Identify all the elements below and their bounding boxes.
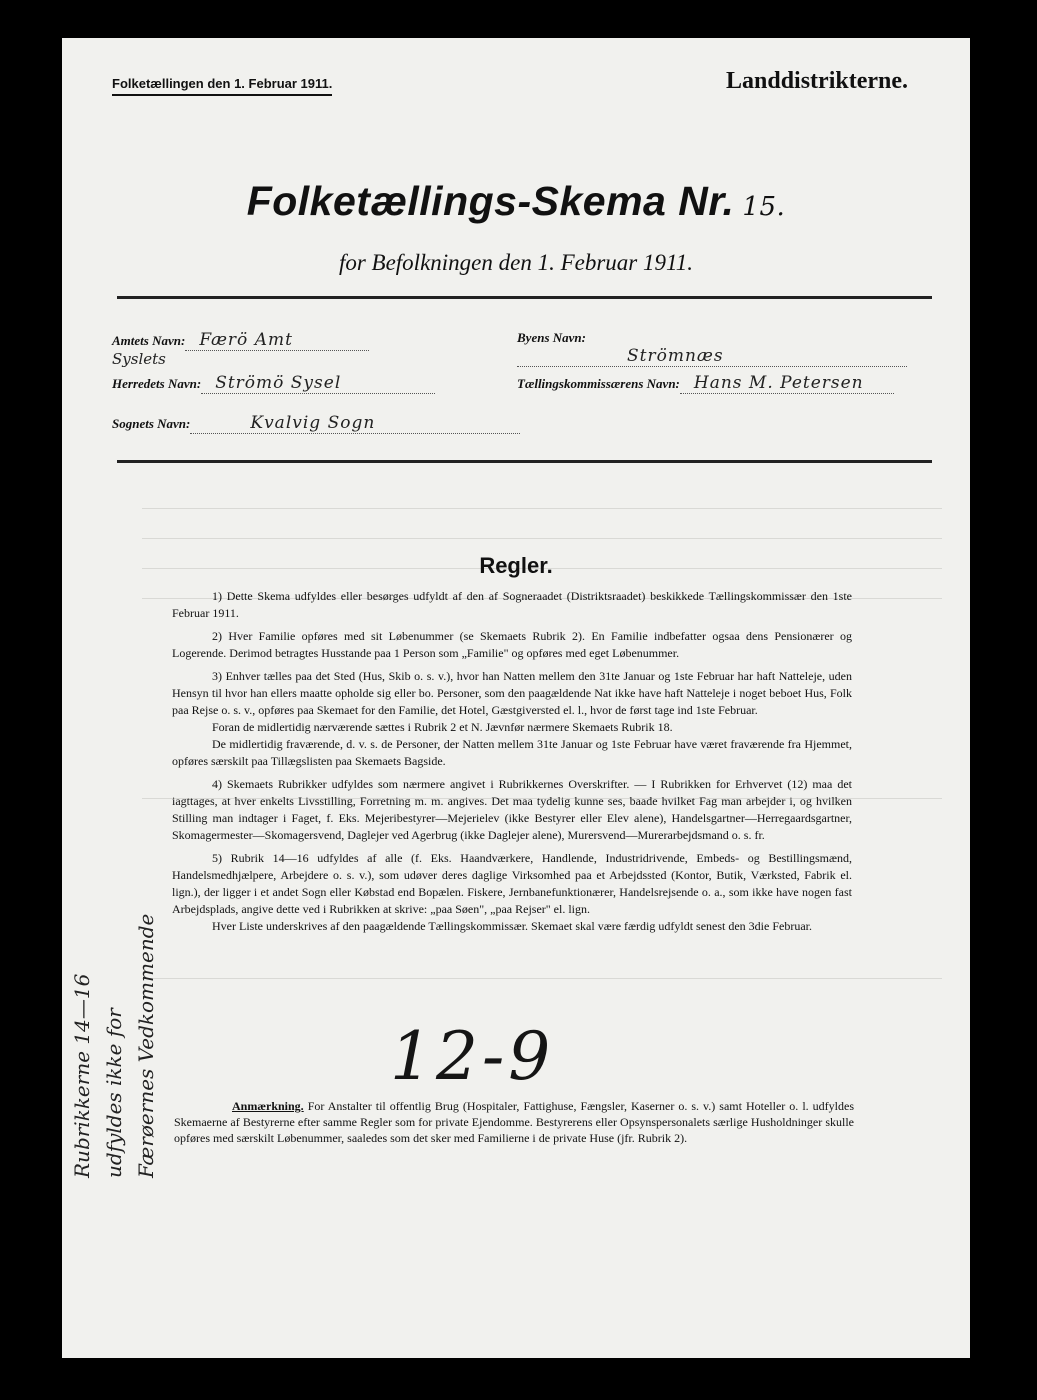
byen-value: Strömnæs <box>517 346 907 367</box>
byen-label: Byens Navn: <box>517 330 586 345</box>
side-note-line-3: Færøernes Vedkommende <box>134 913 158 1178</box>
census-date-header: Folketællingen den 1. Februar 1911. <box>112 76 332 96</box>
rule-paragraph-3: 3) Enhver tælles paa det Sted (Hus, Skib o. s. v.), hvor han Natten mellem den 31te Januar og 1ste Februar har haft Natteleje, uden Hensyn til hvor han ellers maatte opholde sig eller bo. Personer, som den paagældende Nat ikke have haft Natteleje i noget beboet Hus, Folk paa Rejse o. s. v., opføres paa Skemaet for den Familie, det Hotel, Gæstgiversted el. l., hvor de først tage ind 1ste Februar. <box>172 669 852 717</box>
amt-value: Færö Amt <box>185 330 369 351</box>
district-type-header: Landdistrikterne. <box>725 68 908 94</box>
bleed-through-line <box>142 508 942 509</box>
bottom-divider <box>117 460 932 463</box>
form-title <box>62 178 970 225</box>
annotation-label: Anmærkning. <box>232 1099 304 1113</box>
sogn-label: Sognets Navn: <box>112 416 191 431</box>
kommissaer-value: Hans M. Petersen <box>680 373 894 394</box>
annotation-text: For Anstalter til offentlig Brug (Hospitaler, Fattighuse, Fængsler, Kaserner o. s. v.) samt Hoteller o. l. udfyldes Skemaerne af Bestyrerne efter samme Regler som for private Ejendomme. Bestyrerens eller Opsynspersonalets særlige Husholdninger skulle opføres med særskilt Løbenummer, saaledes som det sker med Familierne i de private Huse (jfr. Rubrik 2). <box>174 1099 854 1145</box>
rule-paragraph-2: 2) Hver Familie opføres med sit Løbenummer (se Skemaets Rubrik 2). En Familie indbefatter ogsaa dens Pensionærer og Logerende. Derimod betragtes Husstande paa 1 Person som „Familie" og opføres med eget Løbenummer. <box>172 629 852 660</box>
sogn-field <box>112 413 520 434</box>
kommissaer-field <box>517 373 894 394</box>
kommissaer-label: Tællingskommissærens Navn: <box>517 376 680 391</box>
amt-field <box>112 330 369 351</box>
herred-value: Strömö Sysel <box>201 373 435 394</box>
bleed-through-line <box>142 978 942 979</box>
sogn-value: Kvalvig Sogn <box>190 413 520 434</box>
rule-paragraph-5: 5) Rubrik 14—16 udfyldes af alle (f. Eks. Haandværkere, Handlende, Industridrivende, Embeds- og Bestillingsmænd, Handelsmedhjælpere, Arbejdere o. s. v.), som udøver deres daglige Virksomhed paa et Arbejdssted (Kontor, Butik, Værksted, Fabrik el. lign.), der ligger i et andet Sogn eller Købstad end Bopælen. Fiskere, Jernbanefunktionærer, Handelsrejsende o. a., som ikke have nogen fast Arbejdsplads, angive dette ved i Rubrikken at skrive: „paa Søen", „paa Rejser" el. lign. <box>172 851 852 916</box>
side-note-line-2: udfyldes ikke for <box>102 1008 126 1178</box>
form-title-text: Folketællings-Skema Nr. <box>246 178 735 224</box>
rule-paragraph-4: 4) Skemaets Rubrikker udfyldes som nærmere angivet i Rubrikkernes Overskrifter. — I Rubrikken for Erhvervet (12) maa det iagttages, at hver enkelts Livsstilling, Forretning m. m. angives. Det maa tydelig kunne ses, baade hvilket Fag man arbejder i, og hvilken Stilling man indtager i Faget, f. Eks. Mejeribestyrer—Mejerielev (ikke Bestyrer eller Elev alene), Handelsgartner—Herregaardsgartner, Skomagermester—Skomagersvend, Daglejer ved Agerbrug (ikke Daglejer alene), Murersvend—Murerarbejdsmand o. s. fr. <box>172 777 852 842</box>
form-subtitle: for Befolkningen den 1. Februar 1911. <box>338 250 694 275</box>
form-number-handwritten: 15. <box>742 192 786 222</box>
top-divider <box>117 296 932 299</box>
rules-body <box>172 588 852 941</box>
rule-paragraph-3b: Foran de midlertidig nærværende sættes i Rubrik 2 et N. Jævnfør nærmere Skemaets Rubrik 18. <box>212 720 673 734</box>
herred-label: Herredets Navn: <box>112 376 202 391</box>
rule-paragraph-1: 1) Dette Skema udfyldes eller besørges udfyldt af den af Sogneraadet (Distriktsraadet) beskikkede Tællingskommissær den 1ste Februar 1911. <box>172 589 852 620</box>
sysla-handwritten-note: Syslets <box>112 350 166 368</box>
amt-label: Amtets Navn: <box>112 333 186 348</box>
herred-field <box>112 373 435 394</box>
annotation-note <box>174 1098 854 1146</box>
rule-paragraph-6: Hver Liste underskrives af den paagældende Tællingskommissær. Skemaet skal være færdig udfyldt senest den 3die Februar. <box>212 919 812 933</box>
census-form-page <box>62 38 970 1358</box>
rules-heading: Regler. <box>479 553 553 578</box>
side-note-line-1: Rubrikkerne 14—16 <box>70 973 94 1178</box>
handwritten-big-number: 12-9 <box>390 1018 555 1095</box>
bleed-through-line <box>142 538 942 539</box>
byen-field <box>517 330 970 367</box>
rule-paragraph-3c: De midlertidig fraværende, d. v. s. de Personer, der Natten mellem 31te Januar og 1ste Februar have været fraværende fra Hjemmet, opføres særskilt paa Tillægslisten paa Skemaets Bagside. <box>172 737 852 768</box>
